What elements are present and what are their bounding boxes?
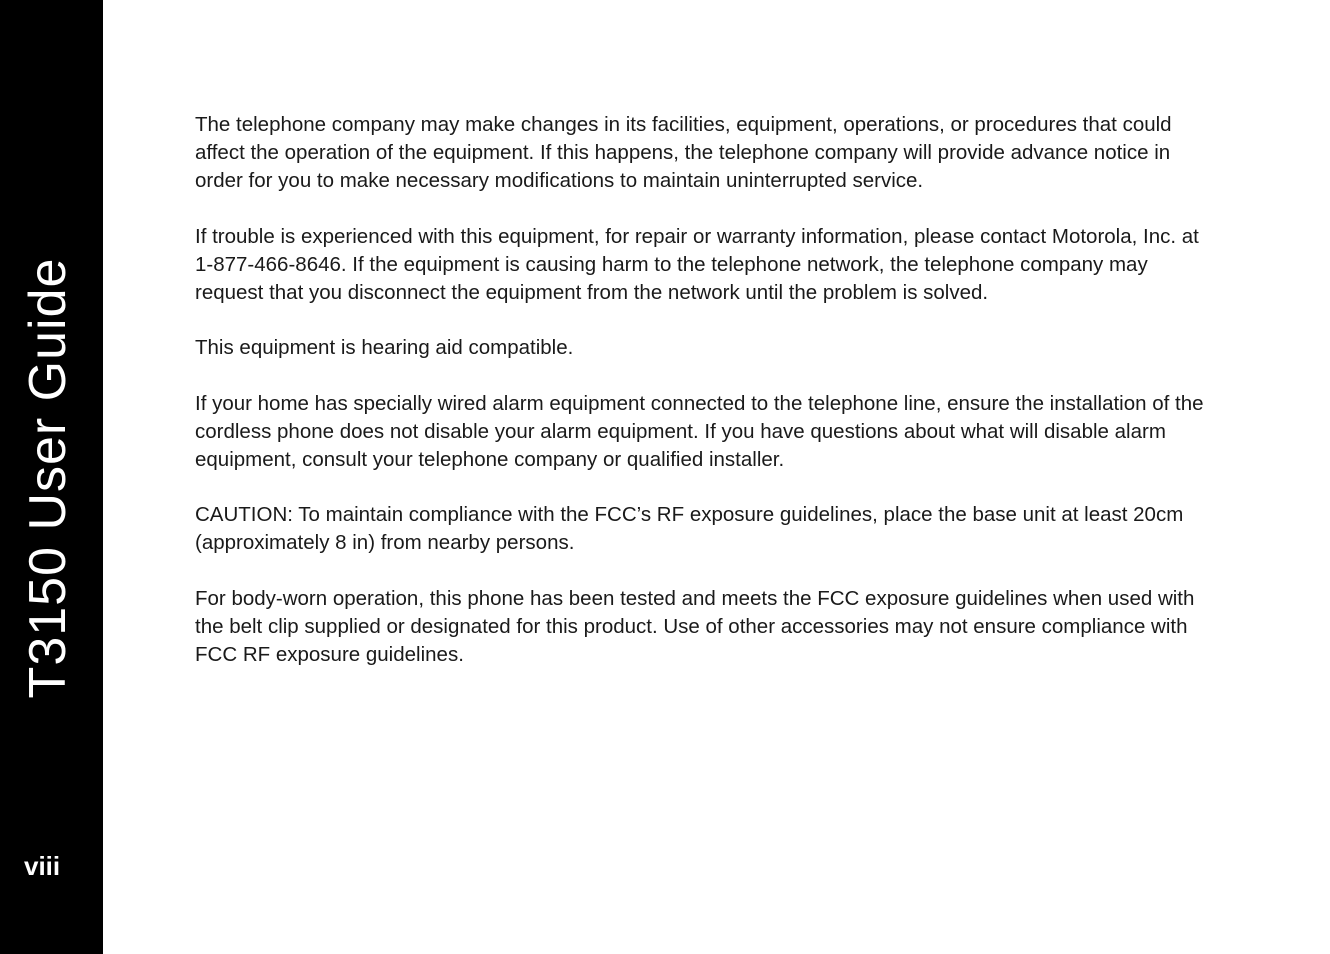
paragraph-telephone-company-changes: The telephone company may make changes in its facilities, equipment, operations, or procedures that could affect the operation of the equipment. If this happens, the telephone company will provide advance notice in order for you to make necessary modifications to maintain uninterrupted service. xyxy=(195,113,1172,192)
paragraph-trouble-contact: If trouble is experienced with this equipment, for repair or warranty information, please contact Motorola, Inc. at 1-877-466-8646. If the equipment is causing harm to the telephone network, the telephone company may request that you disconnect the equipment from the network until the problem is solved. xyxy=(195,224,1199,304)
paragraph-rf-caution: CAUTION: To maintain compliance with the FCC’s RF exposure guidelines, place the base unit at least 20cm (approximately 8 in) from nearby persons. xyxy=(195,503,1184,554)
document-title: T3150 User Guide xyxy=(19,257,77,699)
paragraph-alarm-equipment: If your home has specially wired alarm equipment connected to the telephone line, ensure the installation of the cordless phone does not disable your alarm equipment. If you have questions about what will disable alarm equipment, consult your telephone company or qualified installer. xyxy=(195,391,1204,471)
paragraph-hearing-aid: This equipment is hearing aid compatible. xyxy=(195,336,574,359)
sidebar xyxy=(0,0,103,954)
page-body xyxy=(195,111,1205,696)
page-number: viii xyxy=(24,851,61,881)
paragraph-body-worn: For body-worn operation, this phone has been tested and meets the FCC exposure guidelines when used with the belt clip supplied or designated for this product. Use of other accessories may not ensure compliance with FCC RF exposure guidelines. xyxy=(195,586,1195,666)
